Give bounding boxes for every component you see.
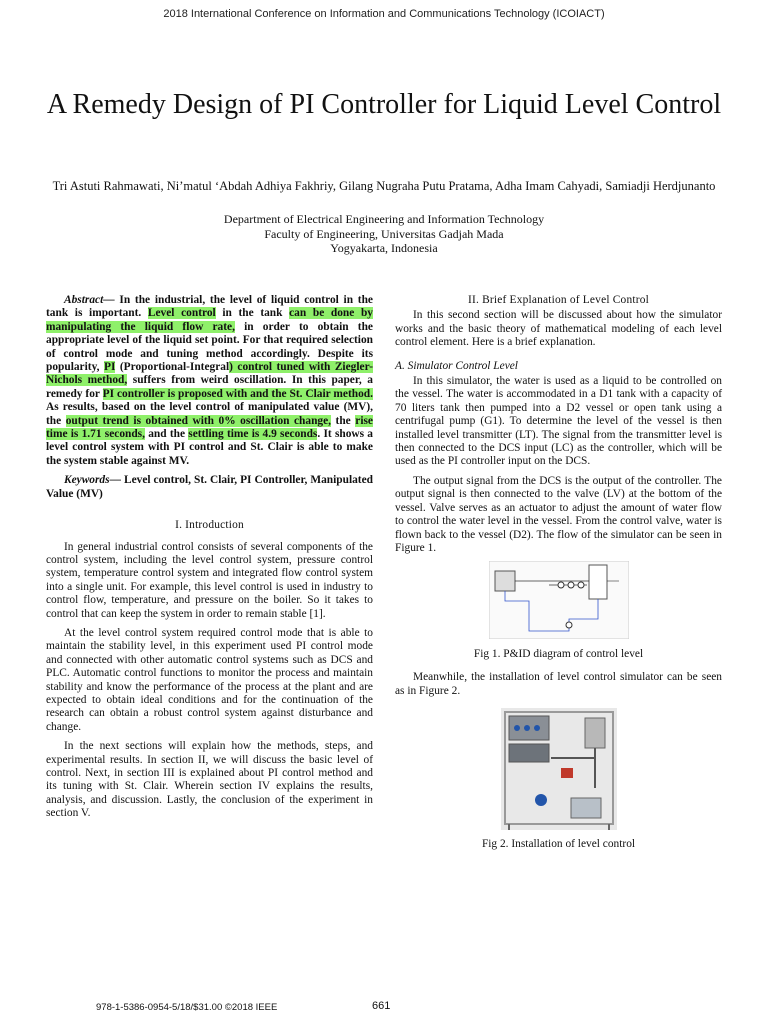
highlight: settling time is 4.9 seconds	[188, 428, 318, 441]
highlight: rise time is 1.71 seconds,	[46, 414, 373, 441]
figure-1-caption: Fig 1. P&ID diagram of control level	[473, 647, 644, 660]
highlight: PI	[103, 361, 116, 374]
abstract-text: . It shows a level control system with PI control and St. Clair is able to make the system stable against MV.	[46, 428, 374, 467]
affiliation-location: Yogyakarta, Indonesia	[330, 241, 438, 255]
abstract-text: in order to obtain the appropriate level of the liquid set point. For that required selection of control mode and tuning method accordingly. Despite its popularity,	[46, 320, 373, 374]
page-number: 661	[372, 1000, 391, 1012]
paragraph: In general industrial control consists of several components of the control system, including the level control system, pressure control system, temperature control system and integrated flow control system into a single unit. For example, this level control is used in industry to control flow, temperature, and pressure on the boiler. So it takes to control that can keep the system in order to remain stable [1].	[46, 540, 373, 620]
highlight: ) control tuned with Ziegler-Nichols method,	[46, 361, 373, 387]
subsection-heading: A. Simulator Control Level	[395, 359, 518, 372]
keywords	[46, 474, 373, 501]
left-column	[46, 294, 373, 827]
right-column	[395, 294, 722, 862]
highlight: output trend is obtained with 0% oscillation change,	[65, 414, 332, 427]
abstract-text: in the tank	[215, 307, 290, 320]
abstract-text: suffers from weird oscillation. In this paper, a remedy for	[46, 374, 373, 400]
affiliation-department: Department of Electrical Engineering and Information Technology	[223, 212, 545, 226]
highlight: can be done by manipulating the liquid flow rate,	[46, 307, 373, 333]
conference-header: 2018 International Conference on Information and Communications Technology (ICOIACT)	[163, 8, 605, 20]
figure-2-installation	[395, 708, 722, 834]
section-heading-introduction: I. Introduction	[175, 519, 244, 532]
paragraph: Meanwhile, the installation of level control simulator can be seen as in Figure 2.	[395, 671, 722, 697]
installation-photo-image	[501, 708, 617, 830]
figure-2-caption: Fig 2. Installation of level control	[481, 838, 636, 851]
keywords-text: Level control, St. Clair, PI Controller, Manipulated Value (MV)	[46, 474, 373, 500]
affiliation	[40, 212, 728, 256]
abstract-text: (Proportional-Integral	[115, 361, 230, 374]
paragraph: In this simulator, the water is used as a liquid to be controlled on the vessel. The water is accommodated in a D1 tank with a capacity of 70 liters tank then pumped into a D2 vessel or open tank using a centrifugal pump (G1). To determine the level of the vessel is then installed level transmitter (LT). The signal from the transmitter level is then connected to the DCS input (LC) as the controller, which will be used as the PI controller input on the DCS.	[395, 375, 722, 468]
abstract-text: In the industrial, the level of liquid control in the tank is important.	[46, 294, 373, 320]
paragraph: The output signal from the DCS is the output of the controller. The output signal is then connected to the valve (LV) at the bottom of the vessel. Valve serves as an actuator to adjust the amount of water flow to control the water level in the vessel. From the control valve, water is flown back to the vessel (D2). The flow of the simulator can be seen in Figure 1.	[395, 474, 722, 554]
figure-1-pid-diagram	[395, 561, 722, 643]
paragraph: In this second section will be discussed about how the simulator works and the basic theory of mathematical modeling of each level control element. Here is a brief explanation.	[395, 309, 722, 349]
author-list: Tri Astuti Rahmawati, Ni’matul ‘Abdah Adhiya Fakhriy, Gilang Nugraha Putu Pratama, Adha Imam Cahyadi, Samiadji Herdjunanto	[52, 179, 716, 193]
highlight: PI controller is proposed with and the St. Clair method.	[102, 387, 373, 400]
abstract-text: As results, based on the level control of manipulated value (MV), the	[46, 401, 373, 427]
affiliation-faculty: Faculty of Engineering, Universitas Gadjah Mada	[264, 226, 504, 241]
paper-title: A Remedy Design of PI Controller for Liquid Level Control	[46, 89, 722, 120]
abstract	[46, 294, 373, 468]
abstract-text: the	[331, 414, 356, 427]
abstract-label: Abstract—	[64, 294, 115, 306]
pid-diagram-image	[489, 561, 629, 639]
highlight: Level control	[147, 307, 216, 320]
footer-isbn: 978-1-5386-0954-5/18/$31.00 ©2018 IEEE	[96, 1002, 278, 1013]
paragraph: In the next sections will explain how the methods, steps, and experimental results. In section II, we will discuss the basic level of control. Next, in section III is explained about PI control method and its tuning with St. Clair. Wherein section IV explains the results, analysis, and discussion. Lastly, the conclusion of the experiment in section V.	[46, 740, 373, 820]
keywords-label: Keywords—	[64, 474, 121, 487]
section-heading-brief-explanation: II. Brief Explanation of Level Control	[468, 294, 649, 306]
abstract-text: and the	[144, 428, 189, 441]
paragraph: At the level control system required control mode that is able to maintain the stability level, in this experiment used PI control mode and connected with other automatic control systems such as DCS and PLC. Automatic control functions to monitor the process and maintain stability and know the performance of the process at the plant and are expected to obtain ideal conditions and for the continuation of the research can obtain a robust control system against disturbance and change.	[46, 626, 373, 733]
